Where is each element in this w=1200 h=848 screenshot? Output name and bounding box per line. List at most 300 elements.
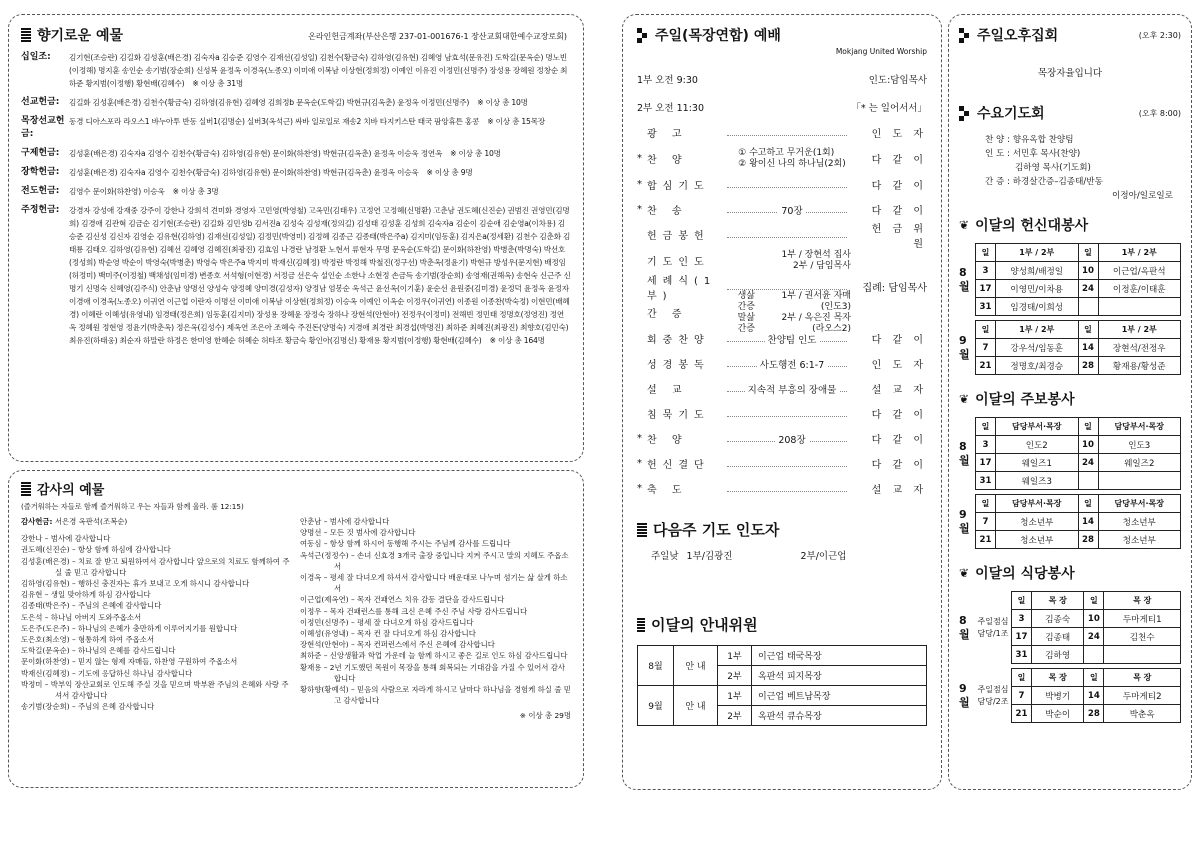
service-cell: 28 (1078, 531, 1098, 549)
thanks-entry: 옥석근(정정수) – 손녀 신효경 3개국 출장 중입니다 지켜 주시고 말의 지혜도 주옵소서 (300, 550, 569, 571)
service-header-cell: 담당부서·목장 (996, 495, 1079, 513)
worship-item-name: 간 증 (647, 309, 688, 320)
service-header-cell: 일 (1084, 592, 1104, 610)
service-block (959, 243, 1181, 316)
service-cell: 24 (1084, 628, 1104, 646)
service-time-1: 1부 오전 9:30 (637, 75, 698, 86)
offering-row (21, 166, 571, 179)
service-lead (975, 616, 1011, 640)
thanks-entry: 안춘남 – 범사에 감사합니다 (300, 517, 390, 526)
service-month: 9월 (959, 681, 970, 709)
service-cell: 10 (1078, 436, 1098, 454)
service-row (1012, 687, 1181, 705)
next-leader-label: 주일낮 (651, 551, 679, 562)
afternoon-title: 주일오후집회 (977, 28, 1059, 44)
wed-time: (오후 8:00) (1138, 108, 1181, 118)
service-block (959, 417, 1181, 490)
thanks-left-column (21, 516, 292, 722)
offering-names-text: 김영수 문이화(하찬영) 이승욱 (69, 187, 165, 196)
offering-count: ※ 이상 총 9명 (426, 168, 473, 177)
stripe-icon (637, 523, 647, 537)
detail-line: ① 수고하고 무거운(1회) (735, 148, 849, 159)
service-cell: 31 (976, 472, 996, 490)
detail-line: 2부 / 옥은진 목자(라오스2) (769, 313, 854, 335)
service-month: 8월 (959, 265, 970, 293)
service-month: 9월 (959, 507, 970, 535)
thanks-title: 감사의 예물 (37, 483, 105, 498)
service-header-cell: 담당부서·목장 (996, 418, 1079, 436)
dining-header (959, 563, 1181, 583)
service-table (975, 494, 1181, 549)
offering-list (21, 51, 571, 347)
worship-item (637, 197, 927, 222)
worship-item (637, 401, 927, 426)
standing-marker: * (637, 483, 642, 494)
service-table (975, 417, 1181, 490)
worship-item-leader: 집례: 담임목사 (862, 283, 927, 294)
service-header-cell: 목 장 (1104, 669, 1181, 687)
service-cell (1104, 646, 1181, 664)
service-cell: 김하영 (1032, 646, 1084, 664)
thanks-label-text: 서은경 옥판석(조복순) (54, 517, 128, 526)
dedication-header (959, 215, 1181, 235)
checker-icon (959, 106, 971, 120)
service-table (975, 243, 1181, 316)
service-cell: 21 (1012, 705, 1032, 723)
offering-label: 전도헌금: (21, 186, 60, 196)
worship-item-name: 회중찬양 (647, 335, 710, 346)
worship-title: 주일(목장연합) 예배 (655, 28, 781, 44)
service-block (959, 320, 1181, 375)
guide-title: 이달의 안내위원 (651, 616, 758, 634)
offering-label: 십일조: (21, 52, 51, 62)
worship-item-detail (727, 291, 857, 335)
thanks-entry: 이정민(신명주) – 평세 잘 다녀오게 하심 감사드립니다 (300, 617, 474, 627)
worship-item (637, 426, 927, 451)
service-cell: 양성희/배정일 (996, 262, 1079, 280)
worship-header (637, 25, 927, 45)
thanks-entry: 이근업(제옥연) – 목자 건패연스 치유 감동 결단을 감사드립니다 (300, 595, 505, 605)
service-row (1012, 628, 1181, 646)
service-header-cell: 일 (1084, 669, 1104, 687)
guide-role: 안 내 (674, 646, 718, 686)
thanks-section (8, 470, 584, 788)
thanks-header (21, 479, 571, 498)
worship-item-name: 축 도 (647, 485, 688, 496)
offering-count: ※ 이상 총 164명 (489, 336, 545, 345)
service-month: 8월 (959, 439, 970, 467)
service-cell (1084, 646, 1104, 664)
service-month: 9월 (959, 333, 970, 361)
service-row (976, 513, 1181, 531)
afternoon-time: (오후 2:30) (1138, 30, 1181, 40)
service-header-cell: 일 (1078, 418, 1098, 436)
worship-item-name: 세례식(1부) (647, 275, 717, 302)
service-header-cell: 담당부서·목장 (1098, 495, 1181, 513)
service-header-row (1012, 592, 1181, 610)
thanks-entry: 황재용 – 2년 기도했던 목원이 목장을 통해 회복되는 기대감을 가질 수 있어서 감사합니다 (300, 662, 566, 683)
worship-item-leader: 다 같 이 (871, 335, 927, 346)
offering-names-text: 김기현(조승란) 김길화 김성훈(배은경) 김숙자a 김승준 김영수 김재선(김성일) 김천수(황금숙) 김하영(김유현) 김혜영 남효석(문유진) 도학길(문옥순) 명노빈(이정해) 명지훈 송인순 송기범(장순희) 신성복 윤정옥 이경옥(노종오) 이미애 이복남 이상현(정희정) 이예인 이유진 이정민(신명주) 장성용 장혜원 정창순 최하준 황지범(이정행) 황현배(김혜수) (69, 53, 568, 88)
order-of-worship (637, 120, 927, 501)
offering-row (21, 147, 571, 160)
offering-count: ※ 이상 총 31명 (192, 79, 243, 88)
service-cell: 31 (1012, 646, 1032, 664)
service-cell: 14 (1078, 339, 1098, 357)
worship-item-name: 찬 송 (647, 206, 688, 217)
worship-item (637, 376, 927, 401)
worship-item (637, 145, 927, 172)
service-lead-1: 주일점심 (977, 616, 1009, 626)
thanks-entry: 도은석 – 하나님 아버지 도와주옵소서 (21, 612, 142, 622)
stripe-icon (21, 28, 31, 42)
worship-subtitle: Mokjang United Worship (835, 47, 927, 56)
service-cell (1098, 472, 1181, 490)
service-row (1012, 646, 1181, 664)
worship-item-name: 침묵기도 (647, 410, 710, 421)
bulletin-tables (959, 417, 1181, 549)
service-header-cell: 1부 / 2부 (996, 321, 1079, 339)
thanks-right-column (300, 516, 571, 722)
thanks-entry: 강한나 – 범사에 감사합니다 (21, 534, 111, 544)
offering-names (69, 115, 571, 141)
thanks-entry: 최하준 – 신앙생활과 학업 가운데 늘 함께 하시고 좋은 길로 인도 하심 감사드립니다 (300, 651, 568, 661)
service-header-cell: 담당부서·목장 (1098, 418, 1181, 436)
standing-note: 「* 는 일어서서」 (851, 103, 927, 114)
service-block (959, 591, 1181, 664)
service-cell: 28 (1078, 357, 1098, 375)
thanks-entry: 황하향(황예석) – 믿음의 사람으로 자라게 하시고 날마다 하나님을 경험케 하실 줄 믿고 감사합니다 (300, 685, 571, 706)
thanks-entry: 송기범(장순희) – 주님의 은혜 감사합니다 (21, 702, 155, 712)
worship-item (637, 120, 927, 145)
service-cell: 이근업/옥판석 (1098, 262, 1181, 280)
service-header-cell: 1부 / 2부 (1098, 321, 1181, 339)
thanks-entry: 문이화(하찬영) – 믿지 않는 형제 자매들, 하찬영 구원하여 주옵소서 (21, 657, 238, 667)
service-cell: 김종숙 (1032, 610, 1084, 628)
thanks-entry: 권도혜(신진순) – 항상 함께 하심에 감사합니다 (21, 545, 171, 555)
thanks-entry: 이혜성(유영내) – 목자 컨 잘 다녀오게 하심 감사합니다 (300, 629, 476, 639)
guide-header (637, 614, 927, 635)
offering-label: 장학헌금: (21, 167, 60, 177)
afternoon-text: 목장자율입니다 (1037, 68, 1103, 79)
worship-item-detail (727, 357, 857, 371)
service-cell: 3 (976, 262, 996, 280)
detail-line: 1부 / 장현석 집사 (778, 250, 854, 261)
service-cell: 28 (1084, 705, 1104, 723)
guide-name: 이근업 베트남목장 (752, 686, 927, 706)
standing-marker: * (637, 458, 642, 469)
offering-names (69, 147, 571, 160)
service-cell: 17 (976, 454, 996, 472)
worship-item (637, 247, 927, 274)
service-block (959, 494, 1181, 549)
wed-title: 수요기도회 (977, 106, 1045, 122)
service-header-cell: 일 (1012, 592, 1032, 610)
service-cell: 7 (1012, 687, 1032, 705)
offering-count: ※ 이상 총 10명 (477, 98, 528, 107)
service-header-cell: 목 장 (1032, 669, 1084, 687)
worship-item-leader: 다 같 이 (871, 155, 927, 166)
service-lead-2: 담당/1조 (977, 628, 1009, 638)
service-row (976, 298, 1181, 316)
wed-line: 이정아/일로일로 (1111, 191, 1173, 201)
service-cell: 강우석/임동훈 (996, 339, 1079, 357)
offering-names-text: 강경자 강성애 강재중 강주이 강한나 강희석 견미화 경영자 고민영(박영철) 고옥민(김태우) 고정연 고정혜(신명환) 고춘남 권도혜(신진순) 권범진 권영민(김명희) 김경애 김관혁 김금순 김기현(조승란) 김길화 김민성b 김서진a 김성숙 김성재(정의길) 김성태 김성훈 김성희 김숙자a 김순이 김순애 김순영a(이차용) 김승준 김신성 김신자 김영순 김유현(김하영) 김재선(김성일) 김정민(박영미) 김정혜 김종근 김종태(박은주a) 김지미(임동훈) 김지은a(정세환) 김천수 김춘화 김태룡 김태오 김하영(김유현) 김혜선 김혜영 김혜진(최광진) 김효임 나경란 남정환 노현서 류현자 무명 문옥순(도학길) 문이화(하찬영) 박병춘(박명숙) 박선호(정성희) 박순영 박순이 박영숙(박병춘) 박영숙 박은주a 박지미 박재신(김혜정) 박정란 박정해 박철진(정구선) 박춘옥(정윤기) 박현규 방성우(문지현) 배정임(허정미) 백미주(이정철) 백채성(임미경) 변종호 서석형(이현경) 서정금 선은숙 설인순 소한나 소현정 손금득 송기범(장순희) 송영재(권해옥) 송현숙 신근주 신명기 신명숙 신혜영(김주식) 안춘남 양명선 양성숙 양정혜 양미경(김성자) 양정남 엄봉순 옥석근 윤선옥(이기훈) 윤순선 윤원중(김미경) 윤정덕 윤정옥 윤정자 이경애 이경옥(노종오) 이귀연 이근업 이란자 이명선 이미애 이복남 이상현(정희정) 이승옥 이예인 이옥순 이정우(이귀연) 이종원 이종찬(박숙정) 이현민(배혜경) 이혜란 이혜성(유영내) 임경태(정은희) 임동훈(김지미) 장성용 장혜윤 장정숙 장하나 장현석(안현아) 전정우(이정미) 전해빈 정민태 정명호(정영진) 정연옥 정혜원 정현영 정윤기(박춘옥) 정은옥(김성수) 제옥연 조은아 조혜숙 주진돈(양명숙) 지경애 최경란 최경섭(박명진) 최하준 최혜진(최광진) 최향호(김민숙) 최유진(하태웅) 최순자 하말란 하정은 한미영 한혜순 허혜순 허타조 황금숙 황인아(김명신) 황재용 황지범(이정행) 황현배(김혜수) (69, 206, 571, 345)
detail-line: ② 왕이신 나의 하나님(2회) (735, 159, 849, 170)
service-cell: 장현석/전정우 (1098, 339, 1181, 357)
service-cell: 박춘옥 (1104, 705, 1181, 723)
right-section (948, 14, 1192, 790)
service-header-cell: 일 (1078, 495, 1098, 513)
standing-marker: * (637, 433, 642, 444)
worship-item-detail (727, 432, 857, 446)
checker-icon (959, 28, 971, 42)
service-cell: 웨일즈2 (1098, 454, 1181, 472)
service-lead-1: 주일점심 (977, 684, 1009, 694)
checker-icon (637, 28, 649, 42)
thanks-entry: 도학길(문옥순) – 하나님의 은혜를 감사드립니다 (21, 646, 176, 656)
next-leader-title: 다음주 기도 인도자 (653, 521, 780, 539)
worship-item (637, 290, 927, 334)
thanks-entry: 김종태(박은주) – 주님의 은혜에 감사합니다 (21, 601, 162, 611)
service-cell: 두마게티1 (1104, 610, 1181, 628)
service-cell: 17 (976, 280, 996, 298)
service-header-cell: 1부 / 2부 (1098, 244, 1181, 262)
stripe-icon (637, 618, 645, 632)
service-cell: 7 (976, 513, 996, 531)
thanks-entry: 도은주(도은주) – 하나님의 은혜가 충만하게 이루어지기를 원합니다 (21, 623, 238, 633)
dedication-title: 이달의 헌신대봉사 (975, 218, 1089, 234)
detail-line: 말삶 간증 (730, 313, 763, 335)
thanks-entry: 김유현 – 생일 맞아하게 하심 감사합니다 (21, 590, 151, 600)
service-header-cell: 일 (976, 244, 996, 262)
verse: (즐거워하는 자들로 함께 즐거워하고 우는 자들과 함께 울라. 롬 12:15) (21, 502, 244, 511)
worship-item-name: 찬 양 (647, 435, 688, 446)
service-cell: 14 (1084, 687, 1104, 705)
wed-line: 간 증 : 하경살간증–김종태/반동 (985, 177, 1103, 187)
dedication-tables (959, 243, 1181, 375)
standing-marker: * (637, 153, 642, 164)
worship-item-name: 합심기도 (647, 181, 710, 192)
afternoon-header (959, 25, 1181, 45)
next-leader-2: 2부/이근업 (800, 551, 847, 562)
offering-label: 선교헌금: (21, 97, 60, 107)
offering-row (21, 51, 571, 90)
thanks-entry: 김하영(김유현) – 행하신 충진자는 휴가 보내고 오게 하시니 감사합니다 (21, 579, 250, 589)
guide-table (637, 645, 927, 726)
service-header-row (976, 418, 1181, 436)
detail-text: 사도행전 6:1-7 (757, 360, 828, 371)
worship-item-leader: 다 같 이 (871, 181, 927, 192)
service-cell: 21 (976, 531, 996, 549)
service-header-cell: 일 (976, 418, 996, 436)
offering-count: ※ 이상 총 3명 (172, 187, 219, 196)
service-cell: 청소년부 (996, 513, 1079, 531)
offering-names (69, 51, 571, 90)
offering-names-text: 김성훈(배은경) 김숙자a 김영수 김천수(황금숙) 김하영(김유현) 문이화(하찬영) 박현규(김옥춘) 윤정옥 이승욱 (69, 168, 419, 177)
service-header-cell: 1부 / 2부 (996, 244, 1079, 262)
service-row (976, 280, 1181, 298)
offering-label: 목장선교헌금: (21, 116, 65, 139)
thanks-entry: 박재신(김혜정) – 기도에 응답하신 하나님 감사합니다 (21, 668, 193, 678)
heart-icon: ❦ (959, 218, 970, 232)
worship-item (637, 222, 927, 250)
offering-names (69, 185, 571, 198)
wed-line: 인 도 : 서민후 목사(찬양) (985, 149, 1081, 159)
service-header-row (1012, 669, 1181, 687)
thanks-entry: 양명선 – 모든 것 범사에 감사합니다 (300, 528, 416, 538)
thanks-count: ※ 이상 총 29명 (519, 711, 571, 721)
service-cell: 황재용/황성준 (1098, 357, 1181, 375)
service-cell: 김종태 (1032, 628, 1084, 646)
service-header-cell: 일 (1078, 244, 1098, 262)
service-leader: 인도:담임목사 (868, 75, 927, 86)
service-cell: 김천수 (1104, 628, 1181, 646)
next-leader-1: 1부/김광진 (686, 551, 733, 562)
service-time-2: 2부 오전 11:30 (637, 103, 704, 114)
thanks-label: 감사헌금: (21, 517, 53, 526)
service-cell: 박순이 (1032, 705, 1084, 723)
service-cell: 24 (1078, 454, 1098, 472)
service-month: 8월 (959, 613, 970, 641)
worship-item-name: 기도인도 (647, 257, 710, 268)
service-table (1011, 668, 1181, 723)
offering-row (21, 185, 571, 198)
service-cell: 17 (1012, 628, 1032, 646)
service-cell: 웨일즈3 (996, 472, 1079, 490)
thanks-entry: 도은호(최소영) – 형통하게 하여 주옵소서 (21, 635, 155, 645)
worship-item-name: 성경봉독 (647, 360, 710, 371)
service-cell: 청소년부 (1098, 531, 1181, 549)
service-header-cell: 일 (1078, 321, 1098, 339)
service-lead (975, 684, 1011, 708)
guide-row (638, 686, 927, 706)
service-row (976, 357, 1181, 375)
worship-item (637, 351, 927, 376)
worship-item-name: 헌금봉헌 (647, 231, 710, 242)
service-cell: 두마게티2 (1104, 687, 1181, 705)
service-cell: 인도3 (1098, 436, 1181, 454)
worship-item (637, 476, 927, 501)
detail-line: 1부 / 권서윤 자매(인도3) (769, 291, 854, 313)
service-cell: 인도2 (996, 436, 1079, 454)
offering-label: 주정헌금: (21, 205, 60, 215)
service-cell (1098, 298, 1181, 316)
detail-text: 찬양팀 인도 (765, 335, 820, 346)
thanks-entry: 이정우 – 목자 건패런스를 통해 크신 은혜 주신 주님 사랑 감사드립니다 (300, 606, 528, 616)
offering-names (69, 204, 571, 347)
service-table (975, 320, 1181, 375)
worship-item-name: 찬 양 (647, 155, 688, 166)
worship-item (637, 172, 927, 197)
service-block (959, 668, 1181, 723)
thanks-entry: 김성훈(배은경) – 치료 잘 받고 퇴원하여서 감사합니다 앞으로의 치료도 함께하여 주실 줄 믿고 감사합니다 (21, 556, 290, 577)
guide-service: 2부 (718, 666, 752, 686)
worship-item-leader: 인 도 자 (871, 129, 927, 140)
wed-line: 찬 양 : 향유옥합 찬양팀 (985, 135, 1074, 145)
service-cell: 청소년부 (996, 531, 1079, 549)
worship-item-leader: 설 교 자 (871, 485, 927, 496)
service-cell (1078, 472, 1098, 490)
service-cell: 이영민/이차용 (996, 280, 1079, 298)
standing-marker: * (637, 204, 642, 215)
offering-row (21, 115, 571, 141)
service-header-row (976, 495, 1181, 513)
heart-icon: ❦ (959, 566, 970, 580)
worship-item-leader: 설 교 자 (871, 385, 927, 396)
offering-section (8, 14, 584, 462)
wed-line: 김하영 목사(기도회) (1015, 163, 1091, 173)
service-cell: 3 (976, 436, 996, 454)
service-row (1012, 705, 1181, 723)
service-cell (1078, 298, 1098, 316)
service-cell: 10 (1078, 262, 1098, 280)
next-leader-header (637, 519, 927, 540)
bulletin-header (959, 389, 1181, 409)
worship-item-detail (727, 382, 857, 396)
service-row (976, 262, 1181, 280)
service-cell: 청소년부 (1098, 513, 1181, 531)
guide-name: 이근업 태국목장 (752, 646, 927, 666)
standing-marker: * (637, 179, 642, 190)
worship-item (637, 451, 927, 476)
wed-header (959, 103, 1181, 123)
thanks-entry: 이경옥 – 평세 잘 다녀오게 하셔서 감사합니다 배운대로 나누며 섬기는 삶 살게 하소서 (300, 573, 568, 594)
dining-title: 이달의 식당봉사 (975, 566, 1075, 582)
service-header-cell: 목 장 (1032, 592, 1084, 610)
worship-item-leader: 다 같 이 (871, 206, 927, 217)
worship-item-leader: 헌 금 위 원 (871, 223, 927, 250)
worship-section (622, 14, 942, 790)
worship-item-detail (727, 147, 857, 170)
worship-item-leader: 다 같 이 (871, 460, 927, 471)
worship-item-detail (727, 203, 857, 217)
service-header-cell: 일 (976, 495, 996, 513)
thanks-entry: 박정미 – 박부익 장산교회로 인도해 주실 것을 믿으며 박부완 주님의 은혜와 사랑 주셔서 감사합니다 (21, 679, 289, 701)
service-cell: 이정훈/이태훈 (1098, 280, 1181, 298)
guide-row (638, 646, 927, 666)
worship-item-name: 헌신결단 (647, 460, 710, 471)
guide-month: 9월 (638, 686, 674, 726)
service-row (976, 454, 1181, 472)
offering-label: 구제헌금: (21, 148, 60, 158)
guide-name: 옥판석 피지목장 (752, 666, 927, 686)
worship-item-name: 광 고 (647, 129, 688, 140)
service-header-row (976, 244, 1181, 262)
service-cell: 10 (1084, 610, 1104, 628)
detail-text: 208장 (775, 435, 808, 446)
thanks-entry: 장현석(안현아) – 목자 컨퍼런스에서 주신 은혜에 감사합니다 (300, 640, 495, 650)
service-cell: 14 (1078, 513, 1098, 531)
service-cell: 31 (976, 298, 996, 316)
offering-names-text: 동경 디아스포라 라오스1 바누아투 반동 실버1(김명순) 실버3(옥석근) 싸바 일로일로 재송2 치바 타지키스탄 태국 팜앙휴튼 홍콩 (69, 117, 480, 126)
guide-month: 8월 (638, 646, 674, 686)
service-cell: 웨일즈1 (996, 454, 1079, 472)
heart-icon: ❦ (959, 392, 970, 406)
offering-row (21, 96, 571, 109)
service-header-row (976, 321, 1181, 339)
service-header-cell: 목 장 (1104, 592, 1181, 610)
detail-text: 지속적 부흥의 장애물 (745, 385, 840, 396)
detail-line: 2부 / 담임목사 (778, 261, 854, 272)
bulletin-title: 이달의 주보봉사 (975, 392, 1075, 408)
service-cell: 3 (1012, 610, 1032, 628)
service-row (976, 436, 1181, 454)
offering-row (21, 204, 571, 347)
service-cell: 정명호/최경승 (996, 357, 1079, 375)
stripe-icon (21, 482, 31, 496)
service-cell: 임경태/이희성 (996, 298, 1079, 316)
